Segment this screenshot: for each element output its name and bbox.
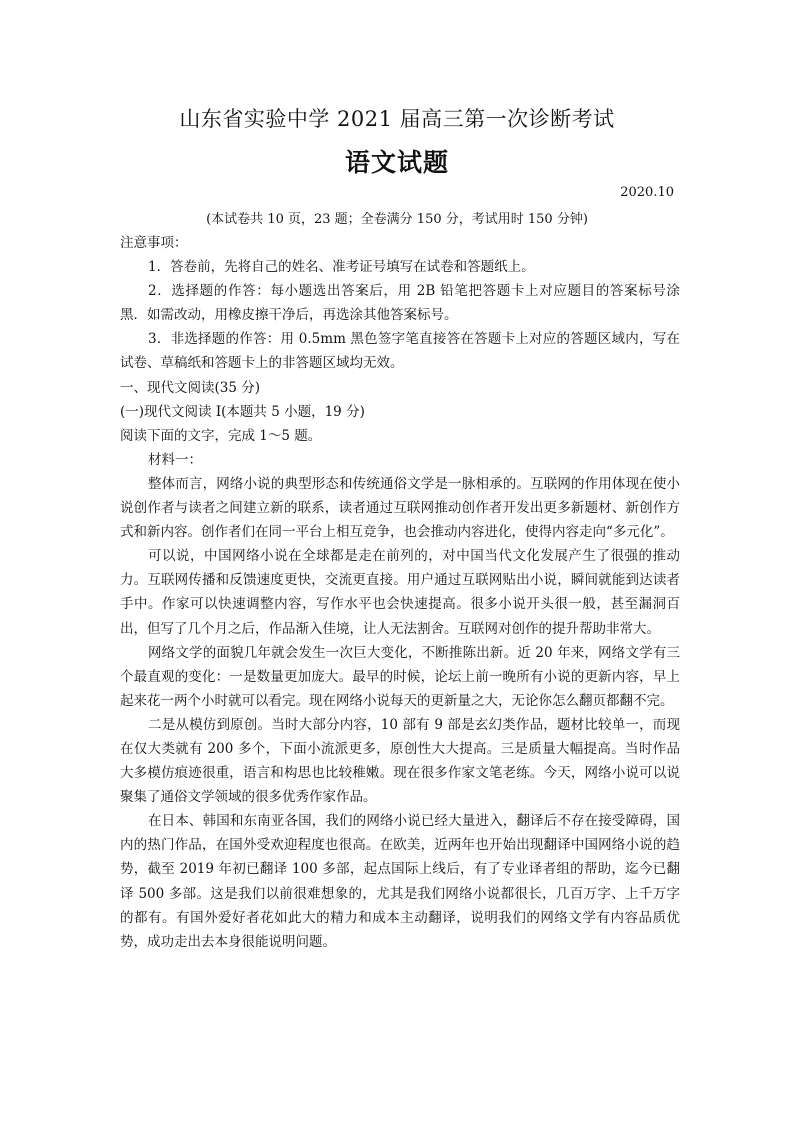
exam-subtitle: 语文试题 bbox=[344, 148, 449, 177]
exam-date: 2020.10 bbox=[620, 185, 674, 200]
material-paragraph-1: 整体而言，网络小说的典型形态和传统通俗文学是一脉相承的。互联网的作用体现在使小说创作者与读者之间建立新的联系，读者通过互联网推动创作者开发出更多新题材、新创作方式和新内容。创作者们在同一平台上相互竞争，也会推动内容进化，使得内容走向“多元化”。 bbox=[120, 475, 680, 541]
material-label: 材料一： bbox=[148, 451, 202, 468]
section-subheading: (一)现代文阅读 I(本题共 5 小题，19 分) bbox=[120, 403, 365, 420]
notice-item-3: 3．非选择题的作答：用 0.5mm 黑色签字笔直接答在答题卡上对应的答题区域内，写在试卷、草稿纸和答题卡上的非答题区域均无效。 bbox=[120, 331, 680, 372]
exam-title: 山东省实验中学 2021 届高三第一次诊断考试 bbox=[179, 107, 615, 131]
notice-item-2: 2．选择题的作答：每小题选出答案后，用 2B 铅笔把答题卡上对应题目的答案标号涂黑．如需改动，用橡皮擦干净后，再选涂其他答案标号。 bbox=[120, 283, 680, 324]
section-instruction: 阅读下面的文字，完成 1～5 题。 bbox=[120, 427, 322, 444]
material-paragraph-3: 网络文学的面貌几年就会发生一次巨大变化，不断推陈出新。近 20 年来，网络文学有三个最直观的变化：一是数量更加庞大。最早的时候，论坛上前一晚所有小说的更新内容，早上起来花一两个小时就可以看完。现在网络小说每天的更新量之大，无论你怎么翻页都翻不完。 bbox=[120, 644, 680, 709]
material-paragraph-2: 可以说，中国网络小说在全球都是走在前列的，对中国当代文化发展产生了很强的推动力。互联网传播和反馈速度更快，交流更直接。用户通过互联网贴出小说，瞬间就能到达读者手中。作家可以快速调整内容，写作水平也会快速提高。很多小说开头很一般，甚至漏洞百出，但写了几个月之后，作品渐入佳境，让人无法割舍。互联网对创作的提升帮助非常大。 bbox=[120, 548, 680, 637]
material-paragraph-4: 二是从模仿到原创。当时大部分内容，10 部有 9 部是玄幻类作品，题材比较单一，而现在仅大类就有 200 多个，下面小流派更多，原创性大大提高。三是质量大幅提高。当时作品大多模仿痕迹很重，语言和构思也比较稚嫩。现在很多作家文笔老练。今天，网络小说可以说聚集了通俗文学领域的很多优秀作家作品。 bbox=[120, 716, 680, 806]
exam-content bbox=[120, 231, 680, 954]
notice-item-1: 1．答卷前，先将自己的姓名、准考证号填写在试卷和答题纸上。 bbox=[148, 259, 535, 276]
material-paragraph-5: 在日本、韩国和东南亚各国，我们的网络小说已经大量进入，翻译后不存在接受障碍，国内的热门作品，在国外受欢迎程度也很高。在欧美，近两年也开始出现翻译中国网络小说的趋势，截至 2019 年初已翻译 100 多部，起点国际上线后，有了专业译者组的帮助，迄今已翻译 500 多部。这是我们以前很难想象的，尤其是我们网络小说都很长，几百万字、上千万字的都有。有国外爱好者花如此大的精力和成本主动翻译，说明我们的网络文学有内容品质优势，成功走出去本身很能说明问题。 bbox=[120, 813, 680, 950]
section-heading: 一、现代文阅读(35 分) bbox=[120, 379, 261, 396]
notice-heading: 注意事项： bbox=[120, 235, 188, 251]
exam-info: (本试卷共 10 页，23 题；全卷满分 150 分，考试用时 150 分钟) bbox=[206, 212, 588, 227]
